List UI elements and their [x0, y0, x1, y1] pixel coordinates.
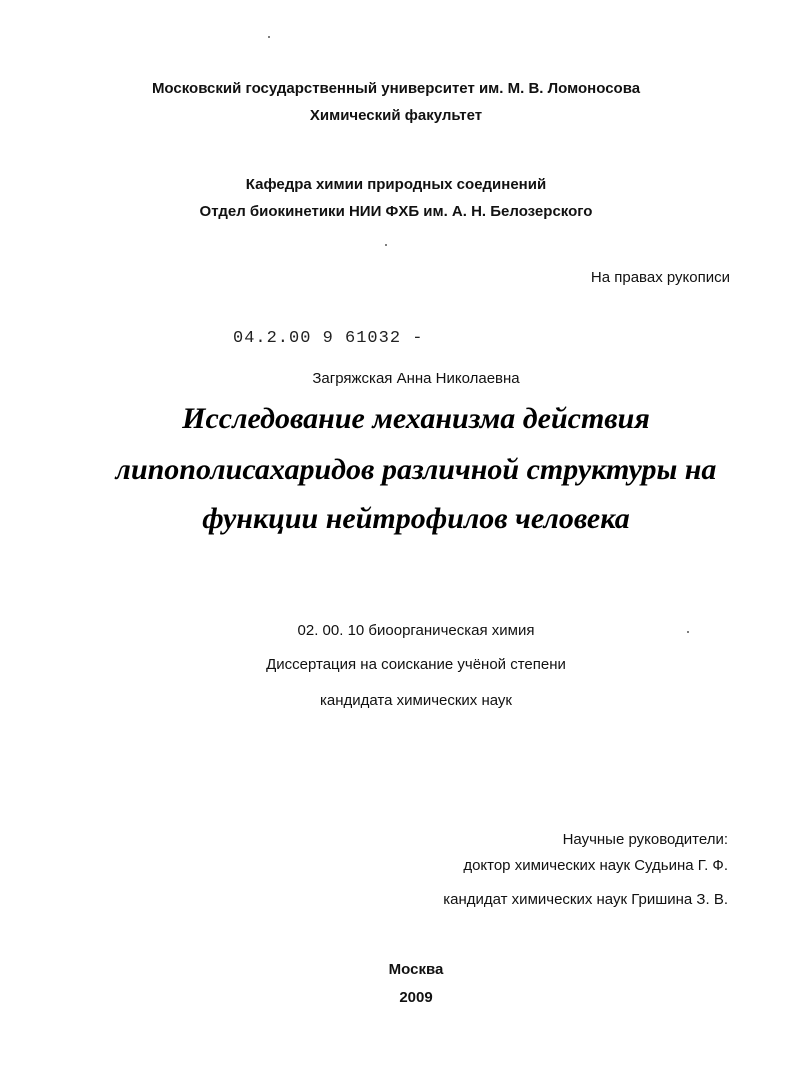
year: 2009: [399, 989, 433, 1006]
supervisor-second: кандидат химических наук Гришина З. В.: [443, 891, 728, 908]
scan-speck: [687, 631, 689, 633]
city: Москва: [388, 961, 444, 978]
manuscript-note: На правах рукописи: [590, 269, 730, 286]
department-name: Кафедра химии природных соединений: [245, 176, 547, 193]
scan-speck: [385, 244, 387, 246]
title-line: функции нейтрофилов человека: [202, 502, 630, 535]
degree-line: кандидата химических наук: [320, 692, 512, 709]
catalog-stamp: 04.2.00 9 61032 -: [233, 329, 424, 348]
division-name: Отдел биокинетики НИИ ФХБ им. А. Н. Белозерского: [199, 203, 593, 220]
supervisors-heading: Научные руководители:: [562, 831, 728, 848]
university-name: Московский государственный университет им. М. В. Ломоносова: [151, 80, 641, 97]
scan-speck: [268, 36, 270, 38]
title-line: Исследование механизма действия: [182, 402, 650, 435]
faculty-name: Химический факультет: [309, 107, 483, 124]
title-line: липополисахаридов различной структуры на: [115, 453, 717, 486]
dissertation-line: Диссертация на соискание учёной степени: [266, 656, 566, 673]
specialty-code: 02. 00. 10 биоорганическая химия: [297, 622, 535, 639]
author-name: Загряжская Анна Николаевна: [312, 370, 520, 387]
supervisor-first: доктор химических наук Судьина Г. Ф.: [463, 857, 728, 874]
